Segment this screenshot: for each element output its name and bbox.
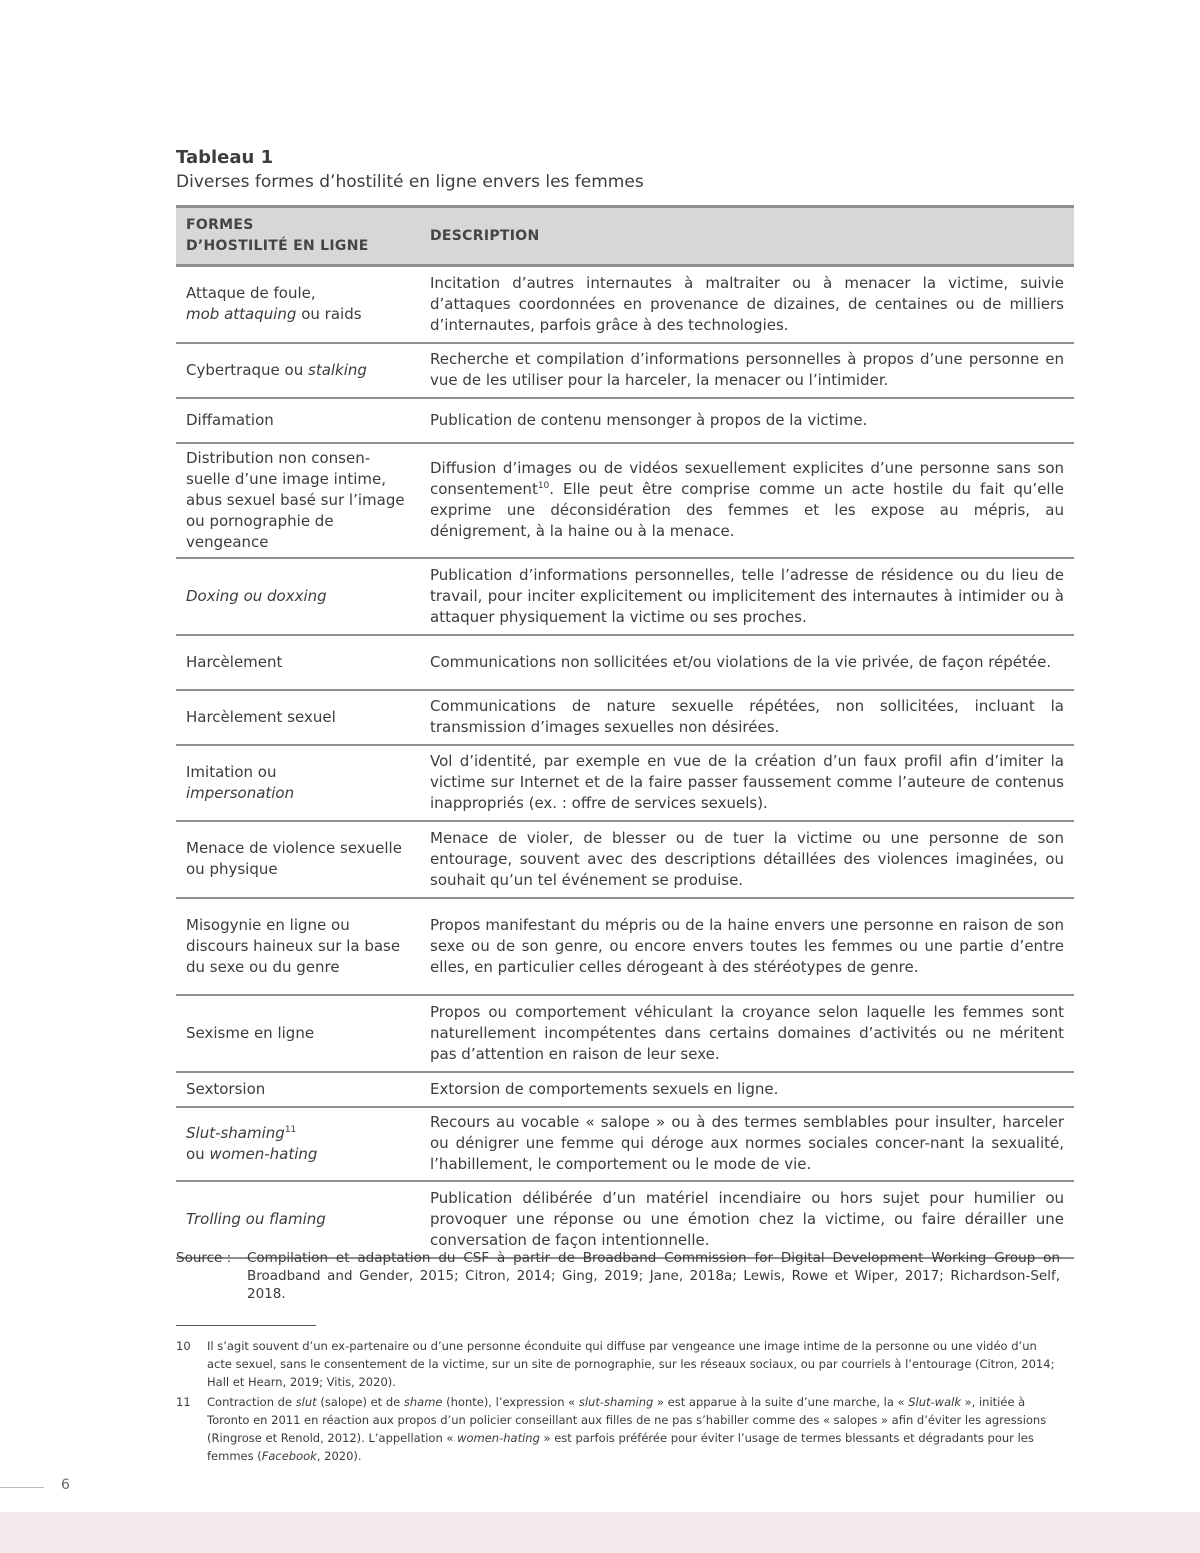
footnote-text — [207, 1393, 1060, 1465]
table-caption — [176, 146, 1076, 194]
table-header-row — [176, 207, 1074, 266]
table-row — [176, 558, 1074, 635]
header-forms-line2: D’HOSTILITÉ EN LIGNE — [186, 238, 369, 254]
description-cell: Recherche et compilation d’informations personnelles à propos d’une personne en vue de les utiliser pour la harceler, la menacer ou l’intimider. — [420, 343, 1074, 398]
description-cell: Publication d’informations personnelles, telle l’adresse de résidence ou du lieu de travail, pour inciter explicitement ou implicitement des internautes à intimider ou à attaquer physiquement la victime ou ses proches. — [420, 558, 1074, 635]
footnote-fragment: » est parfois préférée pour éviter l’usage de termes blessants et dégradants pour les femmes ( — [207, 1431, 1034, 1463]
footnote-fragment-italic: shame — [403, 1395, 443, 1409]
table-row — [176, 898, 1074, 995]
page-number: 6 — [61, 1477, 70, 1493]
description-cell: Vol d’identité, par exemple en vue de la création d’un faux profil afin d’imiter la victime sur Internet et de la faire passer faussement comme l’auteure de contenus inappropriés (ex. : offre de services sexuels). — [420, 745, 1074, 821]
hostility-table — [176, 205, 1074, 1259]
table-row — [176, 635, 1074, 690]
description-text: Diffusion d’images ou de vidéos sexuellement explicites d’une personne sans son consentement — [430, 459, 1064, 498]
footnote-fragment: (salope) et de — [316, 1395, 404, 1409]
description-cell: Incitation d’autres internautes à maltraiter ou à menacer la victime, suivie d’attaques coordonnées en provenance de dizaines, de centaines ou de milliers d’internautes, parfois grâce à des technologies. — [420, 266, 1074, 343]
form-cell: Distribution non consen-suelle d’une image intime, abus sexuel basé sur l’image ou pornographie de vengeance — [176, 443, 420, 558]
description-cell: Propos ou comportement véhiculant la croyance selon laquelle les femmes sont naturellement incompétentes dans certains domaines d’activités ou ne méritent pas d’attention en raison de leur sexe. — [420, 995, 1074, 1072]
table-row — [176, 1072, 1074, 1107]
form-cell — [176, 343, 420, 398]
description-cell: Propos manifestant du mépris ou de la haine envers une personne en raison de son sexe ou de son genre, ou encore envers toutes les femmes ou une partie d’entre elles, en particulier celles dérogeant à des stéréotypes de genre. — [420, 898, 1074, 995]
description-cell: Menace de violer, de blesser ou de tuer la victime ou une personne de son entourage, souvent avec des descriptions détaillées des violences imaginées, ou souhait qu’un tel événement se produise. — [420, 821, 1074, 898]
description-cell: Publication délibérée d’un matériel incendiaire ou hors sujet pour humilier ou provoquer une réponse ou une émotion chez la victime, ou faire dérailler une conversation de façon intentionnelle. — [420, 1181, 1074, 1258]
footnote-fragment-italic: Slut-walk — [908, 1395, 961, 1409]
description-cell: Communications non sollicitées et/ou violations de la vie privée, de façon répétée. — [420, 635, 1074, 690]
description-cell: Recours au vocable « salope » ou à des termes semblables pour insulter, harceler ou dénigrer une femme qui déroge aux normes sociales concer-nant la sexualité, l’habillement, le comportement ou le mode de vie. — [420, 1107, 1074, 1181]
footnote-fragment: » est apparue à la suite d’une marche, la « — [653, 1395, 909, 1409]
form-text: Attaque de foule, — [186, 284, 316, 303]
description-cell — [420, 443, 1074, 558]
form-cell: Harcèlement sexuel — [176, 690, 420, 745]
description-cell: Communications de nature sexuelle répétées, non sollicitées, incluant la transmission d’images sexuelles non désirées. — [420, 690, 1074, 745]
description-text: . Elle peut être comprise comme un acte hostile du fait qu’elle exprime une déconsidération des femmes et les expose au mépris, au dénigrement, à la haine ou à la menace. — [430, 480, 1064, 540]
form-cell: Trolling ou flaming — [176, 1181, 420, 1258]
footnote-fragment: », initiée à Toronto en 2011 en réaction aux propos d’un policier conseillant aux filles de ne pas s’habiller comme des « salopes » afin d’éviter les agressions (Ringrose et Renold, 2012). L’appellation « — [207, 1395, 1047, 1445]
table-row — [176, 398, 1074, 443]
form-text-italic: impersonation — [186, 783, 295, 802]
table-row — [176, 1181, 1074, 1258]
footnote-fragment: Contraction de — [207, 1395, 296, 1409]
footnote-ref: 10 — [537, 481, 550, 491]
footnotes — [176, 1337, 1060, 1467]
form-cell — [176, 266, 420, 343]
footnote — [176, 1393, 1060, 1465]
table-row — [176, 1107, 1074, 1181]
form-text-italic: mob attaquing — [186, 305, 297, 324]
form-text: Imitation ou — [186, 762, 277, 781]
footnote-fragment-italic: slut-shaming — [578, 1395, 654, 1409]
form-text-italic: Slut-shaming — [186, 1123, 285, 1142]
table-row — [176, 995, 1074, 1072]
footnote-text: Il s’agit souvent d’un ex-partenaire ou d’une personne éconduite qui diffuse par vengeance une image intime de la personne ou une vidéo d’un acte sexuel, sans le consentement de la victime, sur un site de pornographie, sur les réseaux sociaux, ou par courriels à l’entourage (Citron, 2014; Hall et Hearn, 2019; Vitis, 2020). — [207, 1339, 1055, 1389]
form-text-italic: women-hating — [209, 1144, 318, 1163]
table-number: Tableau 1 — [176, 147, 274, 168]
form-cell — [176, 745, 420, 821]
header-forms — [176, 207, 420, 266]
footnote-fragment: (honte), l’expression « — [442, 1395, 579, 1409]
footnote-fragment-italic: slut — [295, 1395, 317, 1409]
form-cell: Sextorsion — [176, 1072, 420, 1107]
form-cell: Doxing ou doxxing — [176, 558, 420, 635]
form-text-italic: stalking — [308, 360, 367, 379]
footnote-number: 10 — [176, 1339, 191, 1353]
source-label: Source : — [176, 1250, 232, 1266]
footnote-ref: 11 — [284, 1124, 297, 1135]
form-text: ou raids — [296, 305, 362, 324]
form-cell — [176, 1107, 420, 1181]
table-row — [176, 690, 1074, 745]
form-cell: Harcèlement — [176, 635, 420, 690]
form-cell: Diffamation — [176, 398, 420, 443]
table-row — [176, 821, 1074, 898]
table-row — [176, 343, 1074, 398]
form-cell: Menace de violence sexuelle ou physique — [176, 821, 420, 898]
footnote — [176, 1337, 1060, 1391]
table-source — [176, 1249, 1060, 1303]
table-row — [176, 745, 1074, 821]
form-cell: Misogynie en ligne ou discours haineux sur la base du sexe ou du genre — [176, 898, 420, 995]
footnote-divider — [176, 1325, 316, 1326]
header-description: DESCRIPTION — [420, 207, 1074, 266]
form-text: Cybertraque ou — [186, 360, 308, 379]
footnote-fragment: , 2020). — [316, 1449, 362, 1463]
footnote-number: 11 — [176, 1395, 191, 1409]
form-cell: Sexisme en ligne — [176, 995, 420, 1072]
table-row — [176, 266, 1074, 343]
header-forms-line1: FORMES — [186, 217, 254, 233]
description-cell: Extorsion de comportements sexuels en ligne. — [420, 1072, 1074, 1107]
footnote-fragment-italic: women-hating — [457, 1431, 540, 1445]
table-row — [176, 443, 1074, 558]
table-title: Diverses formes d’hostilité en ligne envers les femmes — [176, 172, 644, 192]
footnote-fragment-italic: Facebook — [261, 1449, 317, 1463]
source-text: Compilation et adaptation du CSF à partir de Broadband Commission for Digital Development Working Group on Broadband and Gender, 2015; Citron, 2014; Ging, 2019; Jane, 2018a; Lewis, Rowe et Wiper, 2017; Richardson-Self, 2018. — [247, 1250, 1060, 1302]
form-text: ou — [186, 1144, 210, 1163]
description-cell: Publication de contenu mensonger à propos de la victime. — [420, 398, 1074, 443]
page-number-rule — [0, 1487, 44, 1488]
bottom-color-band — [0, 1512, 1200, 1553]
